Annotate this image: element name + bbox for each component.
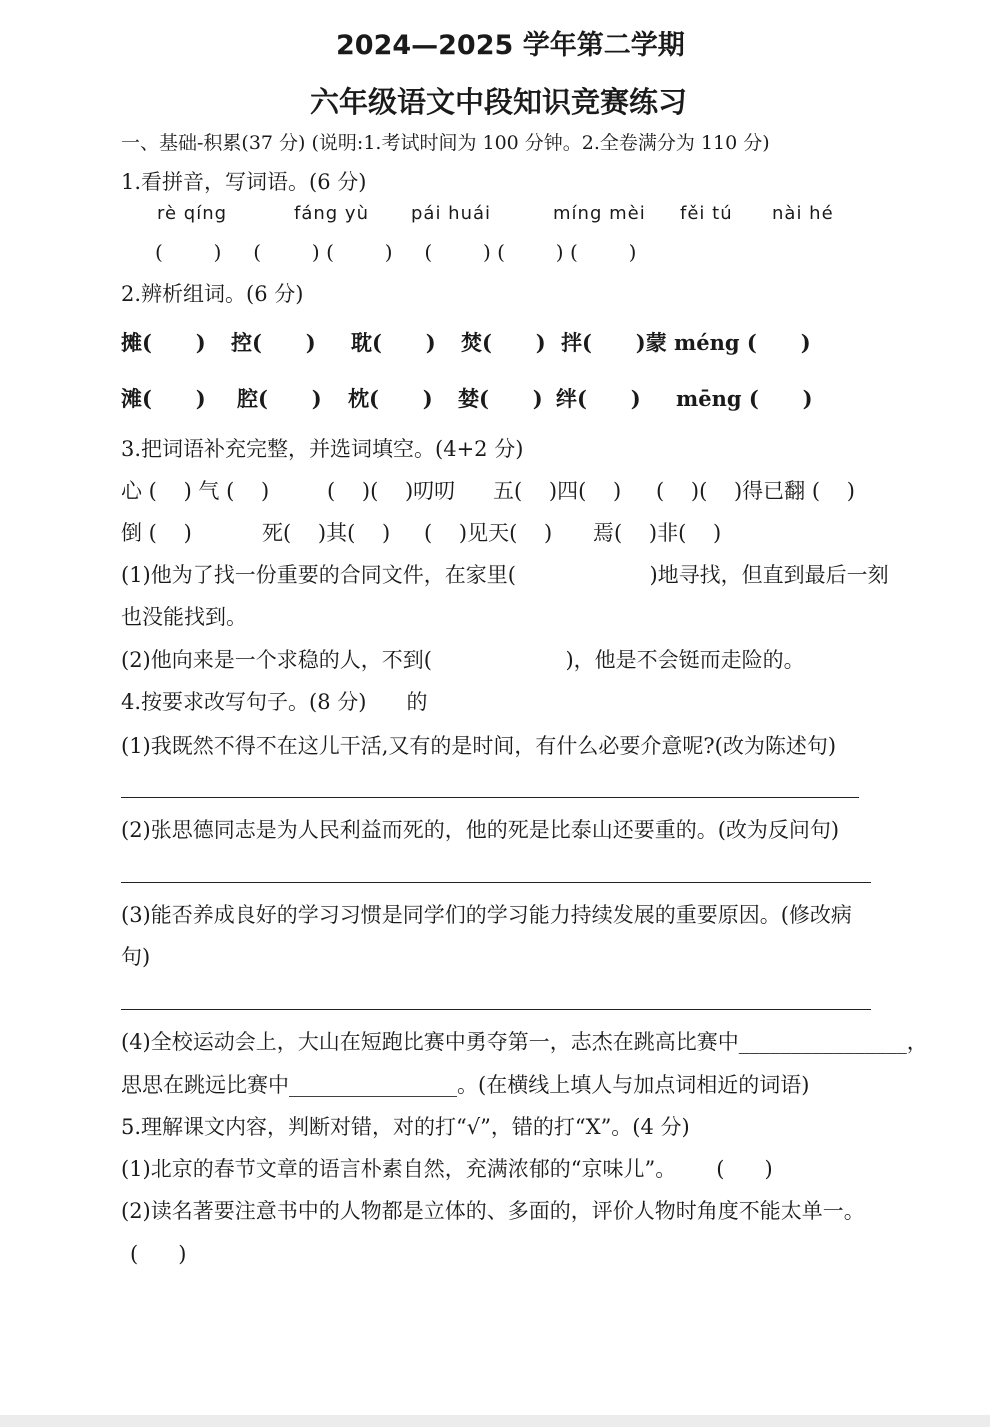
word-group[interactable]: 摊( ) bbox=[121, 330, 206, 355]
word-group[interactable]: 绊( ) bbox=[556, 386, 641, 411]
idiom-item[interactable]: 焉( )非( ) bbox=[593, 521, 722, 545]
judge-item: (2)读名著要注意书中的人物都是立体的、多面的，评价人物时角度不能太单一。 bbox=[121, 1199, 865, 1223]
pinyin: pái huái bbox=[411, 203, 492, 224]
judge-answer[interactable]: ( ) bbox=[130, 1242, 187, 1266]
page-bottom-edge bbox=[0, 1415, 990, 1427]
idiom-item[interactable]: 五( )四( ) bbox=[493, 479, 622, 503]
answer-line[interactable] bbox=[121, 882, 871, 883]
idiom-item[interactable]: ( )( )叨叨 bbox=[327, 479, 456, 503]
fill-sentence[interactable]: (1)他为了找一份重要的合同文件，在家里( )地寻找，但直到最后一刻 bbox=[121, 563, 889, 587]
word-group[interactable]: 控( ) bbox=[231, 330, 316, 355]
idiom-item[interactable]: 倒 ( ) bbox=[121, 521, 192, 545]
fill-sentence: 也没能找到。 bbox=[121, 605, 247, 629]
judge-item[interactable]: (1)北京的春节文章的语言朴素自然，充满浓郁的“京味儿”。 ( ) bbox=[121, 1157, 773, 1181]
idiom-item[interactable]: 死( )其( ) bbox=[262, 521, 391, 545]
rewrite-sentence: (1)我既然不得不在这儿干活,又有的是时间，有什么必要介意呢?(改为陈述句) bbox=[121, 734, 837, 758]
fill-sentence[interactable]: (4)全校运动会上，大山在短跑比赛中勇夺第一，志杰在跳高比赛中________________， bbox=[121, 1030, 928, 1054]
fill-sentence[interactable]: (2)他向来是一个求稳的人，不到( )，他是不会铤而走险的。 bbox=[121, 648, 805, 672]
q4-heading: 4.按要求改写句子。(8 分) 的 bbox=[121, 690, 428, 714]
idiom-item[interactable]: ( )( )得已翻 ( ) bbox=[656, 479, 855, 503]
answer-boxes[interactable]: ( ) ( ) ( ) ( ) ( ) ( ) bbox=[155, 240, 637, 264]
pinyin: nài hé bbox=[772, 203, 834, 224]
word-group[interactable]: 腔( ) bbox=[237, 386, 322, 411]
idiom-item[interactable]: 心 ( ) 气 ( ) bbox=[121, 479, 270, 503]
pinyin: fěi tú bbox=[680, 203, 733, 224]
word-group[interactable]: 婪( ) bbox=[458, 386, 543, 411]
word-group[interactable]: 拌( )蒙 méng ( ) bbox=[561, 330, 811, 355]
rewrite-sentence: 句) bbox=[121, 945, 151, 969]
page-title: 六年级语文中段知识竞赛练习 bbox=[310, 85, 688, 119]
rewrite-sentence: (3)能否养成良好的学习习惯是同学们的学习能力持续发展的重要原因。(修改病 bbox=[121, 903, 852, 927]
year-heading: 2024—2025 学年第二学期 bbox=[336, 30, 685, 61]
q5-heading: 5.理解课文内容，判断对错，对的打“√”，错的打“X”。(4 分) bbox=[121, 1115, 690, 1139]
word-group[interactable]: 枕( ) bbox=[348, 386, 433, 411]
word-group[interactable]: 焚( ) bbox=[461, 330, 546, 355]
q3-heading: 3.把词语补充完整，并选词填空。(4+2 分) bbox=[121, 437, 524, 461]
q1-heading: 1.看拼音，写词语。(6 分) bbox=[121, 170, 367, 194]
idiom-item[interactable]: ( )见天( ) bbox=[424, 521, 553, 545]
pinyin: míng mèi bbox=[553, 203, 646, 224]
pinyin: fáng yù bbox=[294, 203, 369, 224]
word-group[interactable]: 滩( ) bbox=[121, 386, 206, 411]
word-group[interactable]: mēng ( ) bbox=[676, 386, 813, 411]
fill-sentence[interactable]: 思思在跳远比赛中________________。(在横线上填人与加点词相近的词语) bbox=[121, 1073, 810, 1097]
answer-line[interactable] bbox=[121, 1009, 871, 1010]
pinyin: rè qíng bbox=[157, 203, 228, 224]
q2-heading: 2.辨析组词。(6 分) bbox=[121, 282, 304, 306]
section-heading: 一、基础-积累(37 分) (说明:1.考试时间为 100 分钟。2.全卷满分为 110 分) bbox=[121, 132, 770, 154]
answer-line[interactable] bbox=[121, 797, 859, 798]
rewrite-sentence: (2)张思德同志是为人民利益而死的，他的死是比泰山还要重的。(改为反问句) bbox=[121, 818, 840, 842]
word-group[interactable]: 耽( ) bbox=[351, 330, 436, 355]
